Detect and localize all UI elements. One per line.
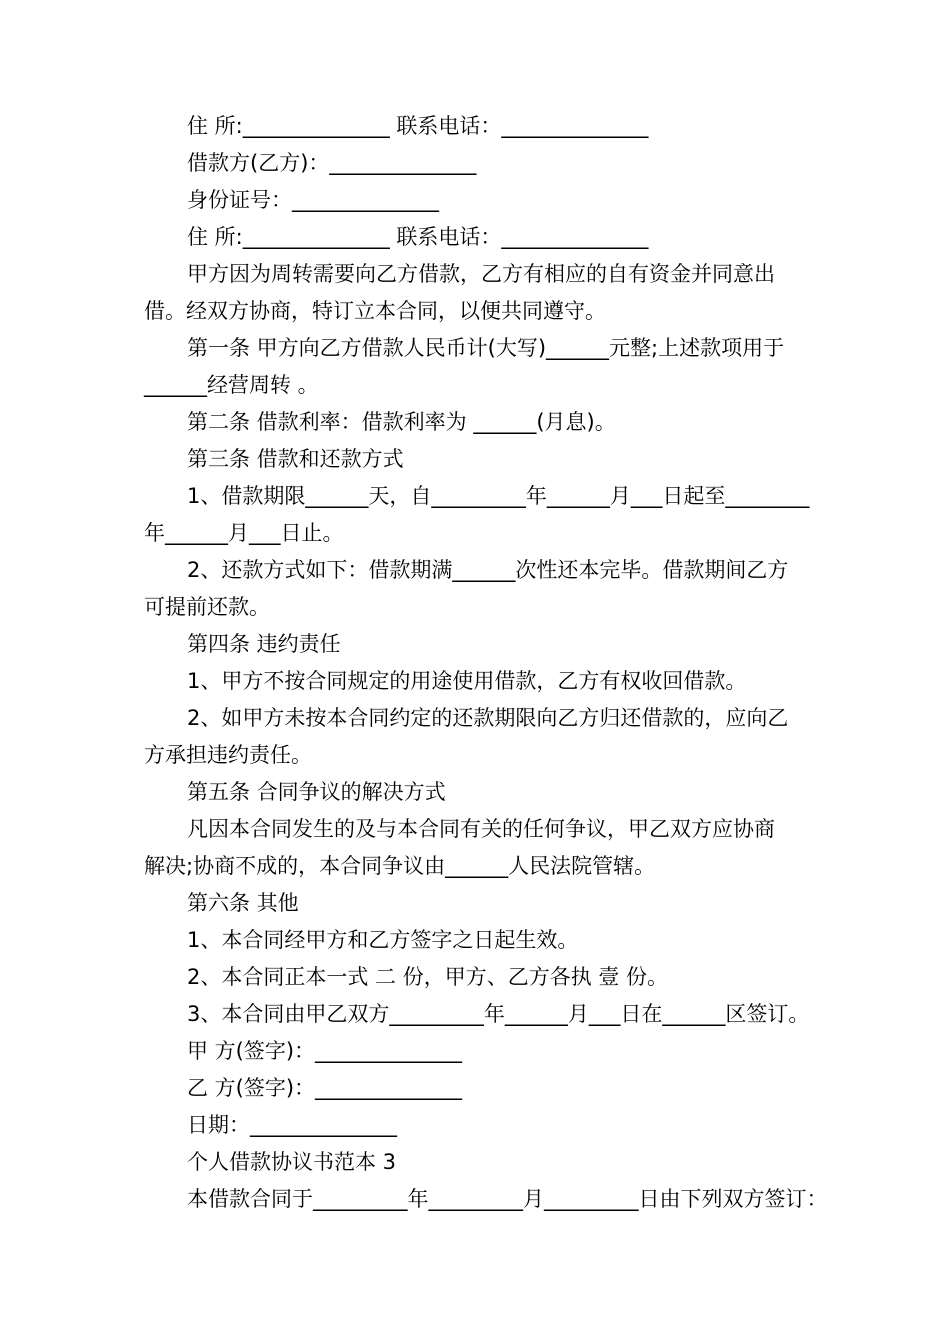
id-number-line: 身份证号：______________	[187, 188, 439, 212]
article-5-paragraph: 凡因本合同发生的及与本合同有关的任何争议，甲乙双方应协商	[187, 817, 775, 841]
borrower-line: 借款方(乙方)：______________	[187, 151, 477, 175]
article-6-item-3: 3、本合同由甲乙双方_________年______月___日在______区签订。	[187, 1002, 810, 1026]
section-title: 个人借款协议书范本 3	[187, 1150, 397, 1174]
article-3-item-1: 1、借款期限______天，自_________年______月___日起至________	[187, 484, 810, 508]
article-5-heading: 第五条 合同争议的解决方式	[187, 780, 446, 804]
article-5-paragraph: 解决;协商不成的，本合同争议由______人民法院管辖。	[144, 854, 656, 878]
article-4-item-1: 1、甲方不按合同规定的用途使用借款，乙方有权收回借款。	[187, 669, 747, 693]
article-4-item-2: 2、如甲方未按本合同约定的还款期限向乙方归还借款的，应向乙	[187, 706, 789, 730]
article-4-item-2: 方承担违约责任。	[144, 743, 312, 767]
date-line: 日期：______________	[187, 1113, 397, 1137]
article-3-item-2: 2、还款方式如下：借款期满______次性还本完毕。借款期间乙方	[187, 558, 789, 582]
contract-intro-line: 本借款合同于_________年_________月_________日由下列双方签订：	[187, 1187, 828, 1211]
article-2-line: 第二条 借款利率：借款利率为 ______(月息)。	[187, 410, 616, 434]
article-1-line: ______经营周转 。	[144, 373, 319, 397]
paragraph-line: 借。经双方协商，特订立本合同，以便共同遵守。	[144, 299, 606, 323]
article-6-item-2: 2、本合同正本一式 二 份，甲方、乙方各执 壹 份。	[187, 965, 669, 989]
paragraph-line: 甲方因为周转需要向乙方借款，乙方有相应的自有资金并同意出	[187, 262, 775, 286]
article-3-item-2: 可提前还款。	[144, 595, 270, 619]
party-b-signature: 乙 方(签字)：______________	[187, 1076, 463, 1100]
article-4-heading: 第四条 违约责任	[187, 632, 341, 656]
party-a-signature: 甲 方(签字)：______________	[187, 1039, 463, 1063]
article-3-item-1: 年______月___日止。	[144, 521, 344, 545]
article-6-heading: 第六条 其他	[187, 891, 299, 915]
address-line: 住 所:______________ 联系电话：______________	[187, 114, 649, 138]
article-1-line: 第一条 甲方向乙方借款人民币计(大写)______元整;上述款项用于	[187, 336, 785, 360]
document-body	[144, 108, 828, 1218]
article-6-item-1: 1、本合同经甲方和乙方签字之日起生效。	[187, 928, 579, 952]
article-3-heading: 第三条 借款和还款方式	[187, 447, 404, 471]
address-line: 住 所:______________ 联系电话：______________	[187, 225, 649, 249]
